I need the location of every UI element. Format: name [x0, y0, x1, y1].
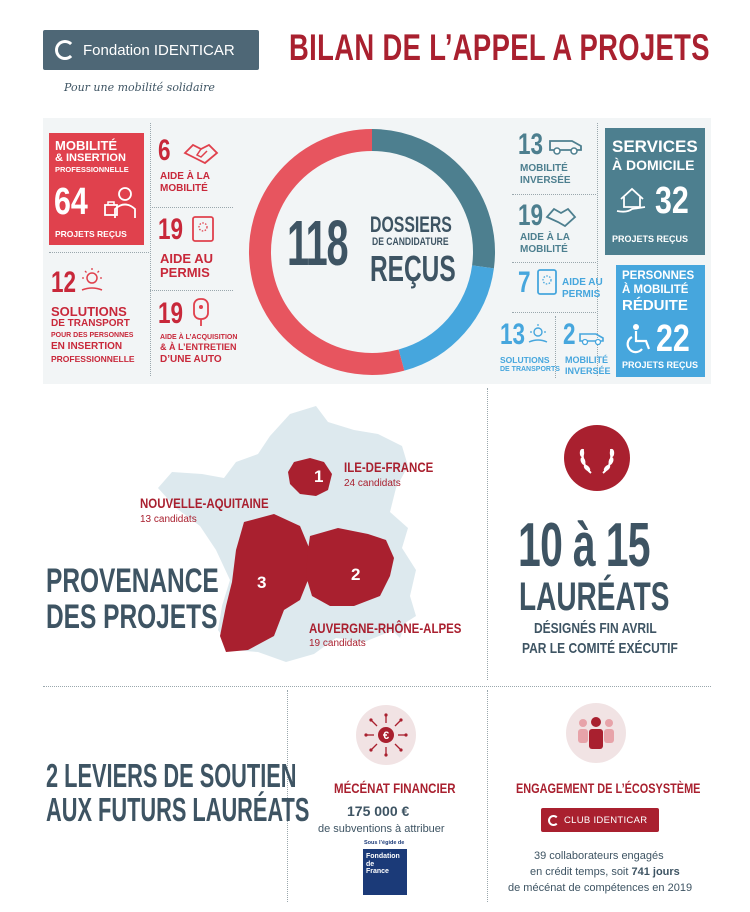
club-logo-icon [548, 815, 559, 826]
region-ile-de-france-label: ILE-DE-FRANCE [344, 459, 434, 475]
team-people-icon [574, 713, 618, 753]
euro-coin-icon [364, 713, 408, 757]
laurel-badge [564, 425, 630, 491]
mobilite-count: 64 [54, 181, 88, 223]
car-key-icon [191, 297, 213, 327]
fondation-de-france-logo: Fondation de France [363, 849, 407, 895]
auvergne-rhone-alpes-region [306, 528, 394, 606]
handshake-icon [183, 139, 219, 167]
mecenat-badge [356, 705, 416, 765]
services-domicile-box: SERVICES À DOMICILE 32 PROJETS REÇUS [605, 128, 705, 255]
region-auvergne-label: AUVERGNE-RHÔNE-ALPES [309, 620, 462, 636]
region-nouvelle-aquitaine-label: NOUVELLE-AQUITAINE [140, 495, 269, 511]
region-3-number: 3 [257, 573, 267, 592]
wheelchair-icon [624, 323, 652, 355]
permis-card-icon-sky [536, 268, 558, 296]
page-title: BILAN DE L’APPEL A PROJETS [289, 27, 710, 68]
svg-text:€: € [382, 730, 390, 742]
region-2-number: 2 [351, 565, 361, 584]
club-identicar-badge: CLUB IDENTICAR [541, 808, 659, 832]
ecosysteme-badge [566, 703, 626, 763]
leviers-title: 2 LEVIERS DE SOUTIEN [46, 757, 297, 794]
brand-badge [43, 30, 259, 70]
donut-total: 118 [287, 207, 348, 279]
home-care-icon [615, 183, 649, 217]
tagline: Pour une mobilité solidaire [64, 81, 215, 94]
france-map [140, 400, 440, 680]
mecenat-title: MÉCÉNAT FINANCIER [334, 780, 456, 796]
brand-name: Fondation IDENTICAR [83, 41, 235, 59]
businessman-icon [103, 185, 137, 219]
services-count: 32 [655, 180, 689, 222]
pmr-box: PERSONNES À MOBILITÉ RÉDUITE 22 PROJETS REÇUS [616, 265, 705, 377]
pmr-count: 22 [656, 318, 690, 360]
van-icon-sky [578, 330, 606, 346]
lightbulb-idea-icon-sky [526, 322, 550, 346]
laurel-wreath-icon [577, 439, 617, 477]
mecenat-amount: 175 000 € [347, 803, 410, 819]
handshake-icon-teal [545, 203, 577, 231]
lightbulb-idea-icon [78, 266, 106, 296]
ecosysteme-title: ENGAGEMENT DE L’ÉCOSYSTÈME [516, 780, 701, 796]
provenance-title: PROVENANCE [46, 562, 219, 600]
mobilite-insertion-box: MOBILITÉ & INSERTION PROFESSIONNELLE 64 PROJETS REÇUS [49, 133, 144, 245]
van-icon [548, 136, 584, 156]
identicar-logo-icon [55, 40, 75, 60]
laureats-range: 10 à 15 [518, 511, 650, 580]
region-1-number: 1 [314, 467, 324, 486]
permis-card-icon [191, 215, 215, 243]
